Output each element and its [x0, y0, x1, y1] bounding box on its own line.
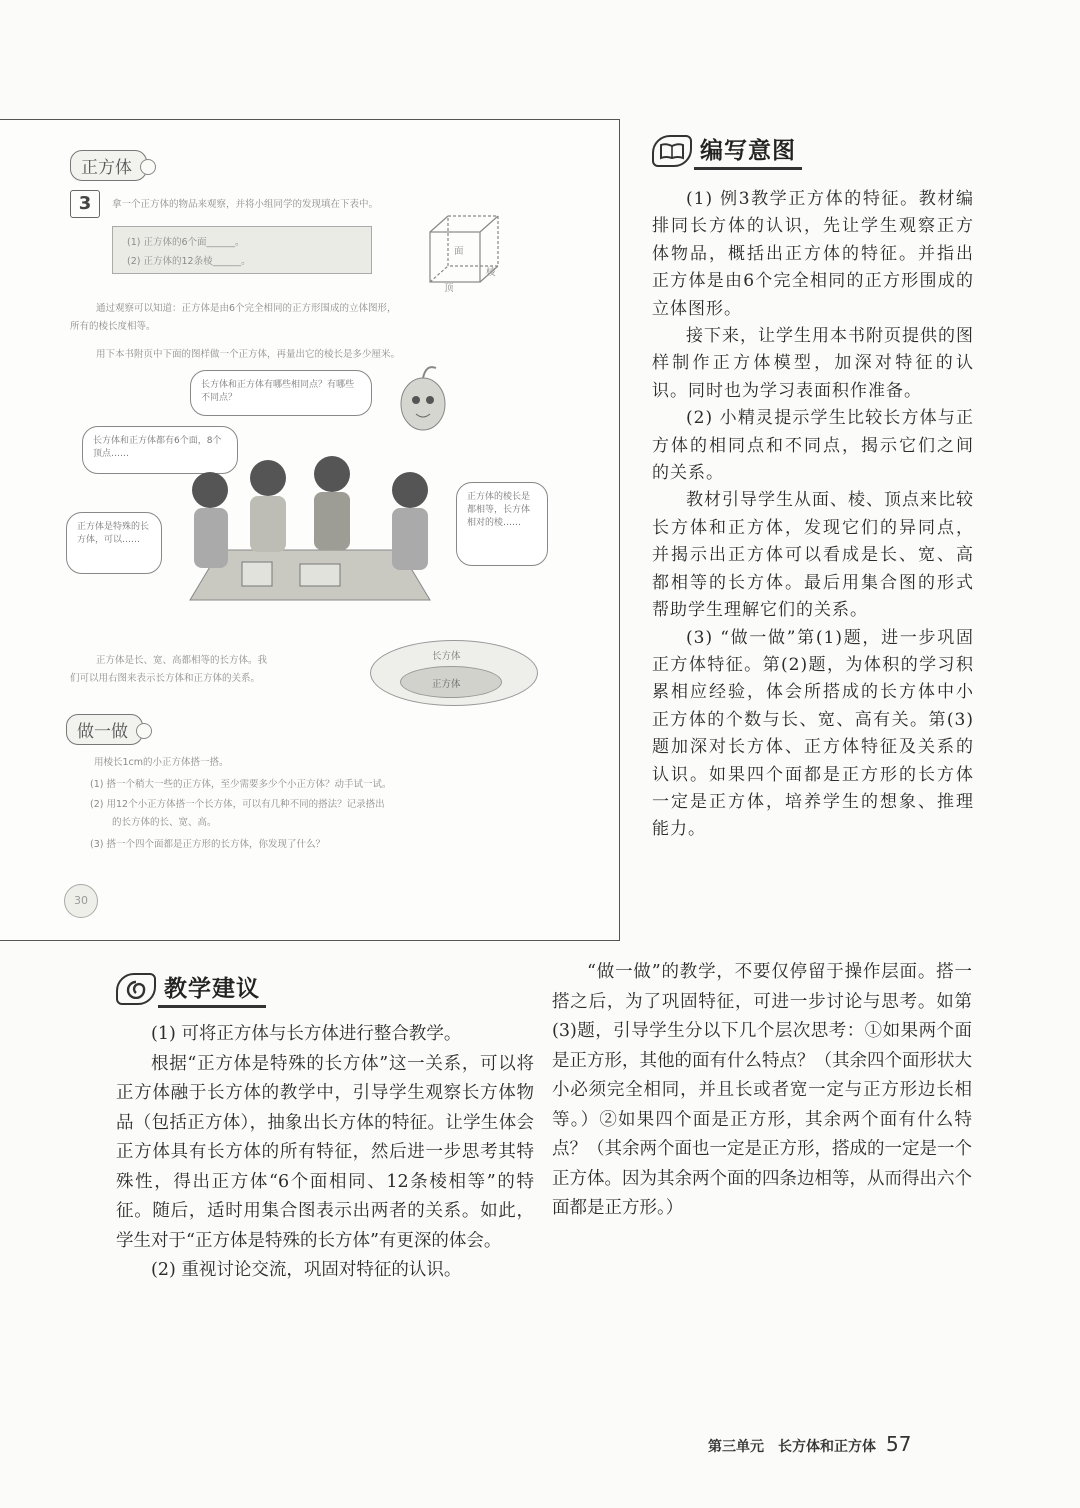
relation-text-2: 们可以用右图来表示长方体和正方体的关系。 [70, 673, 261, 684]
do-item-2b: 的长方体的长、宽、高。 [112, 817, 217, 828]
section-tag-cube: 正方体 [70, 150, 147, 181]
observe-text-2: 所有的棱长度相等。 [70, 321, 156, 332]
textbook-page-inset [0, 119, 620, 941]
cube-label-edge: 棱 [486, 267, 496, 278]
elf-character [392, 360, 454, 440]
do-item-1: (1) 搭一个稍大一些的正方体，至少需要多少个小正方体？动手试一试。 [90, 779, 392, 790]
make-cube-text: 用下本书附页中下面的图样做一个正方体，再量出它的棱长是多少厘米。 [96, 349, 401, 360]
footer-unit: 第三单元 长方体和正方体 [708, 1439, 876, 1455]
intent-column [652, 186, 974, 844]
bubble-elf: 长方体和正方体有哪些相同点？有哪些不同点？ [190, 370, 372, 416]
swirl-icon [116, 973, 156, 1005]
suggest-paragraph-3: (2) 重视讨论交流，巩固对特征的认识。 [151, 1260, 462, 1280]
intent-paragraph-4: 教材引导学生从面、棱、顶点来比较长方体和正方体，发现它们的异同点，并揭示出正方体可以看成是长、宽、高都相等的长方体。最后用集合图的形式帮助学生理解它们的关系。 [652, 490, 974, 621]
do-item-2a: (2) 用12个小正方体搭一个长方体，可以有几种不同的搭法？记录搭出 [90, 799, 385, 810]
fill-line-1: (1) 正方体的6个面______。 [127, 237, 245, 248]
suggest-paragraph-1: (1) 可将正方体与长方体进行整合教学。 [151, 1024, 462, 1044]
suggest-right-paragraph: “做一做”的教学，不要仅停留于操作层面。搭一搭之后，为了巩固特征，可进一步讨论与思考。如第(3)题，引导学生分以下几个层次思考：①如果两个面是正方形，其他的面有什么特点？（其余四个面形状大小必须完全相同，并且长或者宽一定与正方形边长相等。）②如果四个面是正方形，其余两个面有什么特点？（其余两个面也一定是正方形，搭成的一定是一个正方体。因为其余两个面的四条边相等，从而得出六个面都是正方形。） [552, 962, 972, 1218]
do-item-3: (3) 搭一个四个面都是正方形的长方体，你发现了什么？ [90, 839, 325, 850]
cube-label-vertex: 顶 [444, 283, 454, 294]
cube-label-face: 面 [454, 246, 464, 257]
suggest-column-right [552, 958, 972, 1224]
inset-page-number: 30 [64, 884, 98, 918]
intent-paragraph-5: (3) “做一做”第(1)题，进一步巩固正方体特征。第(2)题，为体积的学习积累相应经验，体会所搭成的长方体中小正方体的个数与长、宽、高有关。第(3)题加深对长方体、正方体特征及关系的认识。如果四个面都是正方形的长方体一定是正方体，培养学生的想象、推理能力。 [652, 627, 974, 840]
venn-outer-label: 长方体 [432, 651, 461, 662]
suggest-column [116, 1020, 534, 1286]
intent-paragraph-3: (2) 小精灵提示学生比较长方体与正方体的相同点和不同点，揭示它们之间的关系。 [652, 408, 974, 484]
students-illustration [150, 450, 460, 630]
bubble-left-student: 长方体和正方体都有6个面，8个顶点…… [82, 426, 238, 474]
do-intro: 用棱长1cm的小正方体搭一搭。 [94, 757, 229, 768]
fill-in-box [112, 226, 372, 274]
example-number: 3 [70, 190, 100, 218]
intent-paragraph-2: 接下来，让学生用本书附页提供的图样制作正方体模型，加深对特征的认识。同时也为学习表面积作准备。 [652, 326, 974, 401]
example-instruction: 拿一个正方体的物品来观察，并将小组同学的发现填在下表中。 [112, 199, 379, 210]
bubble-side-student: 正方体是特殊的长方体，可以…… [66, 512, 162, 574]
suggest-paragraph-2: 根据“正方体是特殊的长方体”这一关系，可以将正方体融于长方体的教学中，引导学生观察长方体物品（包括正方体），抽象出长方体的特征。让学生体会正方体具有长方体的所有特征，然后进一步思考其特殊性，得出正方体“6个面相同、12条棱相等”的特征。随后，适时用集合图表示出两者的关系。如此，学生对于“正方体是特殊的长方体”有更深的体会。 [116, 1053, 534, 1251]
intent-title: 编写意图 [694, 132, 802, 170]
cube-illustration [420, 204, 510, 294]
suggest-heading [116, 970, 266, 1008]
footer-page-number: 57 [886, 1432, 912, 1456]
intent-paragraph-1: (1) 例3教学正方体的特征。教材编排同长方体的认识，先让学生观察正方体物品，概括出正方体的特征。并指出正方体是由6个完全相同的正方形围成的立体图形。 [652, 189, 974, 319]
bubble-right-student: 正方体的棱长是都相等，长方体相对的棱…… [456, 482, 548, 566]
suggest-title: 教学建议 [158, 970, 266, 1008]
do-tag: 做一做 [66, 714, 143, 745]
page-footer [708, 1432, 911, 1456]
observe-text-1: 通过观察可以知道：正方体是由6个完全相同的正方形围成的立体图形， [96, 303, 397, 314]
relation-text-1: 正方体是长、宽、高都相等的长方体。我 [96, 655, 268, 666]
venn-inner-label: 正方体 [432, 679, 461, 690]
intent-heading [652, 132, 802, 170]
fill-line-2: (2) 正方体的12条棱______。 [127, 256, 251, 267]
book-icon [652, 135, 692, 167]
